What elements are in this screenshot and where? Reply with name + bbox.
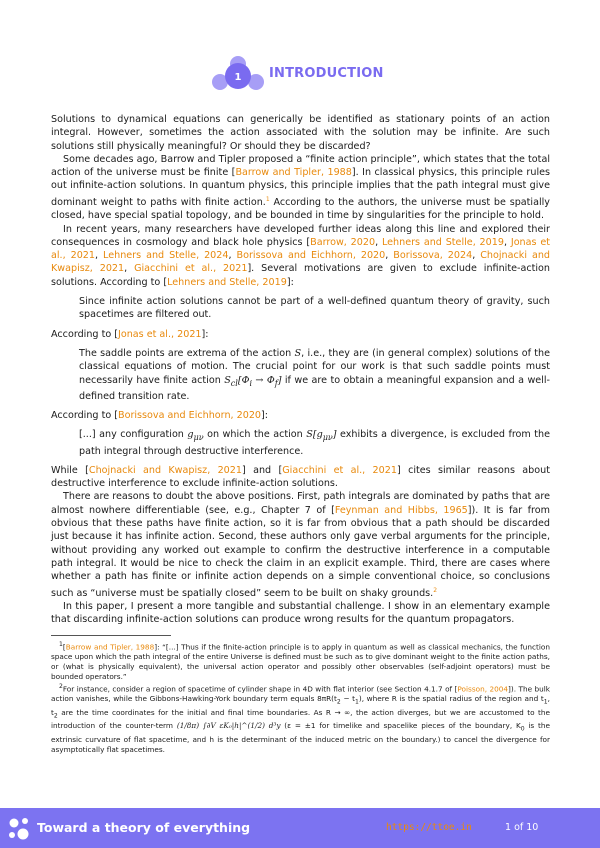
paragraph: Solutions to dynamical equations can generically be identified as stationary points of an action integral. However, sometimes the action associated with the solution may be infinite. Are such solutions still physically meaningful? Or should they be discarded? bbox=[51, 114, 550, 152]
footnote-marker[interactable]: 1 bbox=[265, 195, 270, 203]
citation-link[interactable]: Borissova, 2024 bbox=[393, 250, 473, 262]
paragraph: In recent years, many researchers have developed further ideas along this line and explored their consequences in cosmology and black hole physics [Barrow, 2020, Lehners and Stelle, 2019, Jonas et al., 2021, Lehners and Stelle, 2024, Borissova and Eichhorn, 2020, Borissova, 2024, Chojnacki and Kwapisz, 2021, Giacchini et al., 2021]. Several motivations are given to exclude infinite-action solutions. According to [Lehners and Stelle, 2019]: bbox=[51, 223, 550, 288]
citation-link[interactable]: Lehners and Stelle, 2019 bbox=[381, 236, 504, 248]
footer-title: Toward a theory of everything bbox=[37, 820, 251, 835]
block-quote: [...] any configuration $g_{\mu\nu}$ on which the action $S[g_{\mu\nu}]$ exhibits a divergence, is excluded from the path integral through destructive interference. bbox=[79, 429, 551, 457]
citation-link[interactable]: Chojnacki and Kwapisz, 2021 bbox=[88, 464, 242, 476]
citation-link[interactable]: Poisson, 2004 bbox=[457, 684, 509, 694]
footnote: $^1$[Barrow and Tipler, 1988]: “[...] Thus if the finite-action principle is to apply in quantum as well as classical mechanics, the function space upon which the path integral of the entire Universe is defined must be such as to give dominant weight to the finite action paths, or (what is physically equivalent), the universal action operator and possibly other observables (self-adjoint operators) must be bounded operators.” bbox=[51, 640, 550, 681]
footnote: $^2$For instance, consider a region of spacetime of cylinder shape in 4D with flat interior (see Section 4.1.7 of [Poisson, 2004]). The bulk action vanishes, while the Gibbons-Hawking-York boundary term equals $8\pi R(t_2 - t_1)$, where R is the spatial radius of the region and $t_1$, $t_2$ are the time coordinates for the initial and final time boundaries. As R → ∞, the action diverges, but we are accustomed to the introduction of the counter-term (1/8π) ∫∂V εK₀|h|^(1/2) d³y (ε = ±1 for timelike and spacelike pieces of the boundary, $K_0$ is the extrinsic curvature of flat spacetime, and h is the determinant of the induced metric on the boundary.) to cancel the divergence for asymptotically flat spacetimes. bbox=[51, 683, 551, 754]
paragraph: Some decades ago, Barrow and Tipler proposed a “finite action principle”, which states that the total action of the universe must be finite [Barrow and Tipler, 1988]. In classical physics, this principle rules out infinite-action solutions. In quantum physics, this principle implies that the path integral must give dominant weight to paths with finite action.$^1$ According to the authors, the universe must be spatially closed, have special spatial topology, and be bounded in time by singularities for the principle to hold. bbox=[51, 153, 551, 222]
citation-link[interactable]: Jonas et al., 2021 bbox=[118, 328, 202, 340]
section-number: 1 bbox=[234, 72, 242, 83]
citation-link[interactable]: Borissova and Eichhorn, 2020 bbox=[236, 250, 386, 262]
block-quote: The saddle points are extrema of the action S, i.e., they are (in general complex) solutions of the classical equations of motion. The crucial point for our work is that such saddle points must necessarily have finite action $S_{cl}[\Phi_i \to \Phi_f]$ if we are to obtain a meaningful expansion and a well-defined transition rate. bbox=[79, 347, 551, 402]
article-body bbox=[51, 113, 550, 755]
logo-icon bbox=[6, 814, 34, 844]
citation-link[interactable]: Lehners and Stelle, 2019 bbox=[167, 276, 287, 288]
page-footer bbox=[0, 808, 600, 848]
citation-link[interactable]: Borissova and Eichhorn, 2020 bbox=[118, 410, 262, 422]
citation-link[interactable]: Giacchini et al., 2021 bbox=[282, 464, 397, 476]
paragraph: While [Chojnacki and Kwapisz, 2021] and [Giacchini et al., 2021] cites similar reasons about destructive interference to exclude infinite-action solutions. bbox=[51, 464, 550, 490]
section-header bbox=[0, 54, 600, 94]
citation-link[interactable]: Giacchini et al., 2021 bbox=[134, 263, 248, 275]
paragraph: According to [Jonas et al., 2021]: bbox=[51, 328, 209, 340]
paragraph: There are reasons to doubt the above positions. First, path integrals are dominated by paths that are almost nowhere differentiable (see, e.g., Chapter 7 of [Feynman and Hibbs, 1965]). It is far from obvious that these paths have finite action, so it is far from obvious that a path should be discarded just because it has infinite action. Second, these authors only gave verbal arguments for the principle, without providing any worked out example to confirm the destructive interference in a computable path integral. It would be nice to check the claim in an explicit example. Third, there are cases where whether a path has finite or infinite action depends on a simple conventional choice, so conclusions such as “universe must be spatially closed” seem to be built on shaky grounds.$^2$ bbox=[51, 491, 550, 599]
block-quote: Since infinite action solutions cannot be part of a well-defined quantum theory of gravity, such spacetimes are filtered out. bbox=[79, 296, 550, 321]
citation-link[interactable]: Feynman and Hibbs, 1965 bbox=[334, 504, 468, 516]
paragraph: In this paper, I present a more tangible and substantial challenge. I show in an elementary example that discarding infinite-action solutions can produce wrong results for the quantum propagators. bbox=[51, 600, 550, 626]
citation-link[interactable]: Barrow and Tipler, 1988 bbox=[65, 642, 155, 651]
citation-link[interactable]: Jonas et al., 2021 bbox=[51, 236, 550, 262]
section-title: INTRODUCTION bbox=[269, 66, 384, 81]
footnote-divider bbox=[51, 635, 171, 636]
citation-link[interactable]: Lehners and Stelle, 2024 bbox=[103, 250, 229, 262]
footer-url-link[interactable]: https://ttoe.in bbox=[386, 822, 472, 833]
paragraph: According to [Borissova and Eichhorn, 2020]: bbox=[51, 410, 269, 422]
section-badge-icon bbox=[208, 54, 268, 94]
citation-link[interactable]: Chojnacki and Kwapisz, 2021 bbox=[51, 250, 550, 275]
footnote-marker[interactable]: 2 bbox=[433, 586, 438, 594]
page-number: 1 of 10 bbox=[505, 822, 539, 833]
citation-link[interactable]: Barrow and Tipler, 1988 bbox=[235, 167, 352, 179]
citation-link[interactable]: Barrow, 2020 bbox=[310, 236, 376, 248]
